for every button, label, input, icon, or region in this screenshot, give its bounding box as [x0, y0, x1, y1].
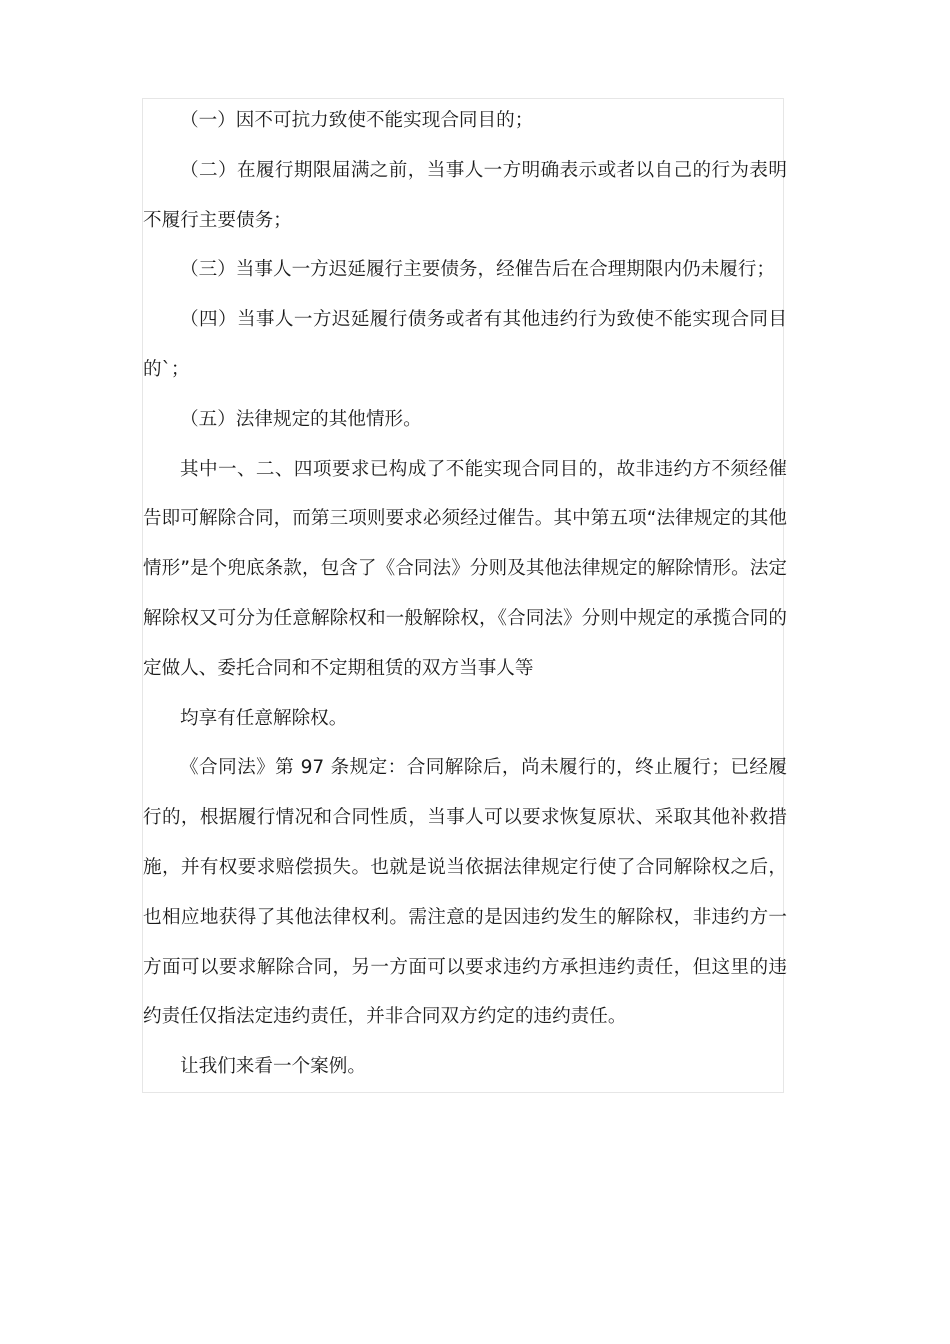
clause-item-5: （五）法律规定的其他情形。 — [180, 408, 422, 430]
clause-item-3: （三）当事人一方迟延履行主要债务，经催告后在合理期限内仍未履行； — [180, 259, 776, 281]
clause-item-2: （二）在履行期限届满之前，当事人一方明确表示或者以自己的行为表明不履行主要债务； — [143, 159, 787, 231]
explanation-paragraph: 其中一、二、四项要求已构成了不能实现合同目的，故非违约方不须经催告即可解除合同，而第三项则要求必须经过催告。其中第五项“法律规定的其他情形”是个兜底条款，包含了《合同法》分则及其他法律规定的解除情形。法定解除权又可分为任意解除权和一般解除权，《合同法》分则中规定的承揽合同的定做人、委托合同和不定期租赁的双方当事人等 — [143, 458, 787, 679]
clause-item-4: （四）当事人一方迟延履行债务或者有其他违约行为致使不能实现合同目的`； — [143, 309, 787, 380]
explanation-continuation: 均享有任意解除权。 — [180, 707, 348, 729]
case-intro-paragraph: 让我们来看一个案例。 — [180, 1056, 366, 1078]
clause-item-1: （一）因不可抗力致使不能实现合同目的； — [180, 110, 534, 131]
article-97-paragraph: 《合同法》第 97 条规定：合同解除后，尚未履行的，终止履行；已经履行的，根据履行情况和合同性质，当事人可以要求恢复原状、采取其他补救措施，并有权要求赔偿损失。也就是说当依据法律规定行使了合同解除权之后，也相应地获得了其他法律权利。需注意的是因违约发生的解除权，非违约方一方面可以要求解除合同，另一方面可以要求违约方承担违约责任，但这里的违约责任仅指法定违约责任，并非合同双方约定的违约责任。 — [143, 757, 787, 1028]
document-body — [143, 96, 787, 1092]
